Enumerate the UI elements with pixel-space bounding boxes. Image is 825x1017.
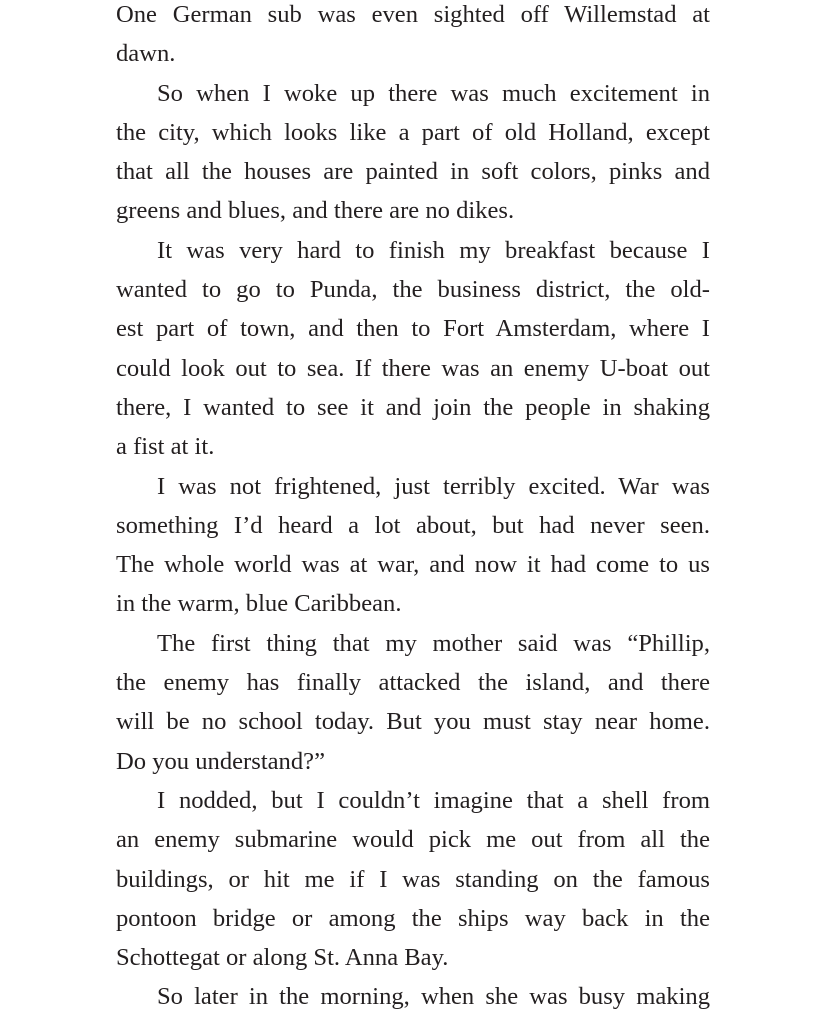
text-line: The first thing that my mother said was “Phillip, (157, 629, 710, 657)
text-line: I was not frightened, just terribly excited. War was (157, 472, 710, 500)
text-line: One German sub was even sighted off Willemstad at (116, 1, 710, 28)
text-line: an enemy submarine would pick me out from all the (116, 826, 710, 854)
paragraph (116, 467, 710, 624)
text-line: the city, which looks like a part of old Holland, except (116, 118, 710, 146)
text-line: It was very hard to finish my breakfast because I (157, 236, 710, 264)
text-line: So when I woke up there was much excitement in (157, 79, 710, 107)
text-line: Do you understand?” (116, 747, 325, 775)
paragraph (116, 624, 710, 781)
body-text (116, 0, 710, 1017)
text-line: pontoon bridge or among the ships way back in the (116, 904, 710, 932)
text-line: that all the houses are painted in soft colors, pinks and (116, 158, 710, 186)
text-line: will be no school today. But you must stay near home. (116, 708, 710, 736)
text-line: wanted to go to Punda, the business district, the old- (116, 276, 710, 304)
text-line: something I’d heard a lot about, but had never seen. (116, 511, 710, 539)
text-line: The whole world was at war, and now it had come to us (116, 551, 710, 579)
text-line: in the warm, blue Caribbean. (116, 590, 402, 618)
paragraph (116, 0, 710, 74)
text-line: buildings, or hit me if I was standing on the famous (116, 865, 710, 893)
paragraph (116, 74, 710, 231)
text-line: the enemy has finally attacked the island, and there (116, 669, 710, 697)
text-line: greens and blues, and there are no dikes. (116, 197, 515, 225)
text-line: dawn. (116, 40, 176, 68)
text-line: could look out to sea. If there was an enemy U-boat out (116, 354, 710, 382)
text-line: Schottegat or along St. Anna Bay. (116, 944, 449, 972)
paragraph (116, 977, 710, 1016)
text-line: So later in the morning, when she was busy making (157, 983, 710, 1011)
paragraph (116, 231, 710, 467)
text-line: a fist at it. (116, 433, 215, 461)
text-line: there, I wanted to see it and join the people in shaking (116, 393, 710, 421)
text-line: est part of town, and then to Fort Amsterdam, where I (116, 315, 710, 343)
text-line: I nodded, but I couldn’t imagine that a shell from (157, 786, 710, 814)
paragraph (116, 781, 710, 977)
